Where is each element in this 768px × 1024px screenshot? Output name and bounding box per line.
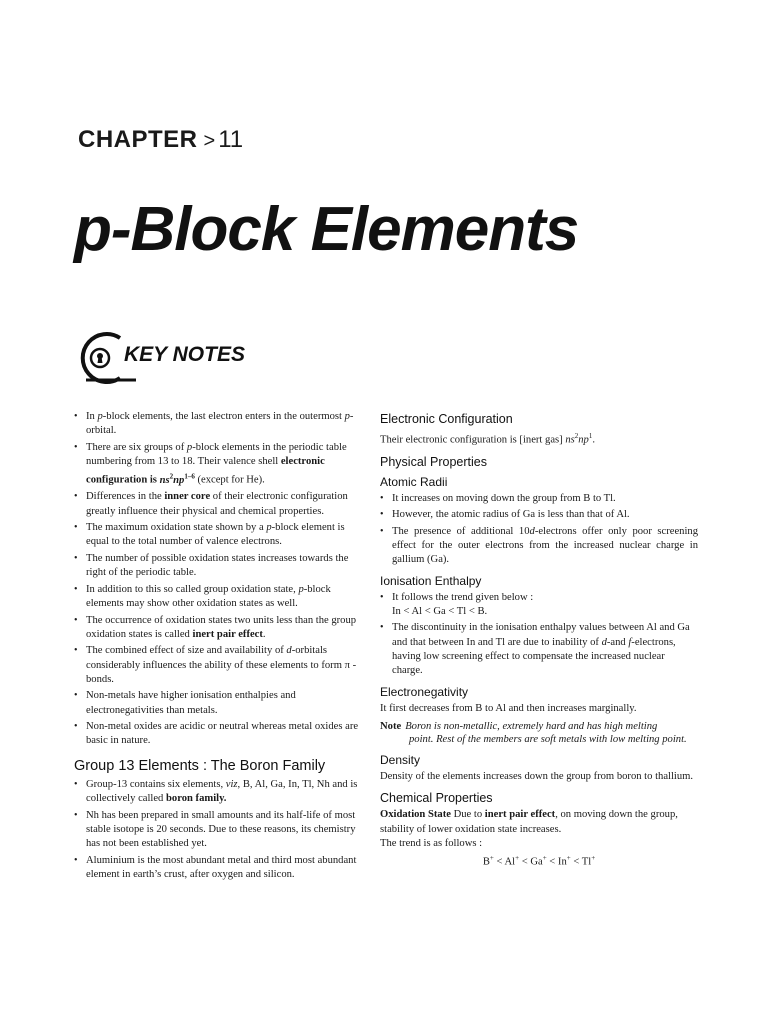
oxidation-state-text: Oxidation State Due to inert pair effect, on moving down the group, stability of lower oxidation state increases. [380, 809, 678, 835]
chapter-word: CHAPTER [78, 126, 198, 153]
list-item: • Nh has been prepared in small amounts and its half-life of most stable isotope is 20 seconds. Due to these reasons, its chemistry has not been established yet. [74, 809, 364, 852]
chapter-label [78, 126, 243, 154]
density-text: Density of the elements increases down the group from boron to thallium. [380, 770, 694, 782]
heading-physical-properties: Physical Properties [380, 454, 487, 469]
section-heading-group13: Group 13 Elements : The Boron Family [74, 757, 326, 774]
atomic-radii-list [380, 492, 698, 568]
list-item: • The number of possible oxidation states increases towards the right of the periodic table. [74, 552, 364, 581]
list-item: • The presence of additional 10d-electrons offer only poor screening effect for the outer electrons from the increased nuclear charge in gallium (Ga). [380, 525, 698, 568]
list-item: • The discontinuity in the ionisation enthalpy values between Al and Ga and that between In and Tl are due to inability of d-and f-electrons, having low screening effect to compensate the increased nuclear charge. [380, 621, 698, 678]
chapter-number: 11 [218, 126, 244, 153]
note-line1: Boron is non-metallic, extremely hard and has high melting [405, 720, 658, 732]
list-item: • In addition to this so called group oxidation state, p-block elements may show other oxidation states as well. [74, 583, 364, 612]
chapter-separator: > [203, 130, 216, 152]
key-notes-banner [76, 330, 276, 386]
note-line2: point. Rest of the members are soft metals with low melting point. [409, 734, 687, 746]
electronic-configuration-text: Their electronic configuration is [inert gas] $ns^2np^1$. [380, 432, 595, 446]
note-tag: Note [380, 720, 402, 732]
list-item: • Non-metals have higher ionisation enthalpies and electronegativities than metals. [74, 689, 364, 718]
heading-density: Density [380, 752, 421, 767]
list-item: • The combined effect of size and availability of d-orbitals considerably influences the ability of these elements to form π -bonds. [74, 644, 364, 687]
list-item: • Aluminium is the most abundant metal and third most abundant element in earth’s crust, after oxygen and silicon. [74, 854, 364, 883]
list-item: • Non-metal oxides are acidic or neutral whereas metal oxides are basic in nature. [74, 720, 364, 749]
list-item [380, 591, 698, 620]
electronegativity-text: It first decreases from B to Al and then increases marginally. [380, 702, 637, 714]
oxidation-state-label: Oxidation State [380, 809, 451, 821]
ie-trend: In < Al < Ga < Tl < B. [392, 605, 488, 617]
trend-intro: The trend is as follows : [380, 837, 483, 849]
list-item: • However, the atomic radius of Ga is less than that of Al. [380, 508, 698, 522]
list-item: • There are six groups of p-block elements in the periodic table numbering from 13 to 18. Their valence shell electronic configuration is $ns^2np^{1-6}$ (except for He). [74, 441, 364, 488]
heading-electronic-configuration: Electronic Configuration [380, 412, 513, 426]
oxidation-trend: B+ < Al+ < Ga+ < In+ < Tl+ [482, 854, 596, 868]
page-title: p-Block Elements [74, 195, 579, 264]
left-column [74, 410, 364, 884]
list-item: • The maximum oxidation state shown by a p-block element is equal to the total number of valence electrons. [74, 521, 364, 550]
ionisation-list [380, 591, 698, 679]
heading-electronegativity: Electronegativity [380, 684, 469, 699]
key-notes-list [74, 410, 364, 749]
right-column [380, 410, 698, 868]
list-item: • It increases on moving down the group from B to Tl. [380, 492, 698, 506]
ie-trend-intro: It follows the trend given below : [392, 591, 534, 603]
note-box [380, 720, 698, 747]
group13-list [74, 778, 364, 882]
list-item: • The occurrence of oxidation states two units less than the group oxidation states is called inert pair effect. [74, 614, 364, 643]
list-item: • Group-13 contains six elements, viz, B, Al, Ga, In, Tl, Nh and is collectively called boron family. [74, 778, 364, 807]
heading-chemical-properties: Chemical Properties [380, 791, 493, 806]
key-notes-heading: KEY NOTES [124, 343, 245, 366]
list-item: • Differences in the inner core of their electronic configuration greatly influence their physical and chemical properties. [74, 490, 364, 519]
heading-ionisation-enthalpy: Ionisation Enthalpy [380, 573, 482, 588]
list-item: • In p-block elements, the last electron enters in the outermost p-orbital. [74, 410, 364, 439]
heading-atomic-radii: Atomic Radii [380, 474, 448, 489]
